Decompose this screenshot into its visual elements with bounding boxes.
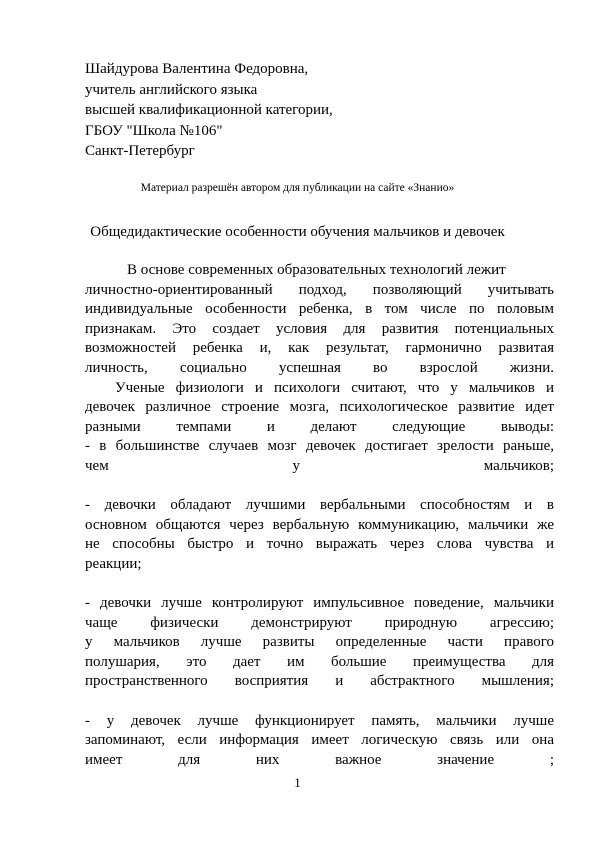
author-block — [85, 59, 333, 162]
author-qualification: высшей квалификационной категории, — [85, 102, 333, 118]
body-line: - девочки лучше контролируют импульсивное поведение, мальчики — [85, 595, 554, 612]
body-line: запоминают, если информация имеет логическую связь или она — [85, 732, 554, 749]
body-line: чем у мальчиков; — [85, 457, 554, 474]
body-line: признакам. Это создает условия для развития потенциальных — [85, 320, 554, 337]
body-line: личностно-ориентированный подход, позволяющий учитывать — [85, 281, 554, 298]
body-line: пространственного восприятия и абстрактного мышления; — [85, 673, 554, 690]
body-line: реакции; — [85, 555, 142, 572]
body-line: полушария, это дает им большие преимущества для — [85, 653, 554, 670]
paragraph-spacer — [85, 692, 554, 712]
author-position: учитель английского языка — [85, 81, 258, 98]
body-line: В основе современных образовательных технологий лежит — [127, 262, 506, 278]
document-title: Общедидактические особенности обучения мальчиков и девочек — [90, 224, 505, 240]
body-line: не способны быстро и точно выражать через слова чувства и — [85, 536, 554, 553]
body-line: Ученые физиологи и психологи считают, что у мальчиков и — [115, 379, 554, 396]
paragraph-spacer — [85, 477, 554, 497]
body-line: - в большинстве случаев мозг девочек достигает зрелости раньше, — [85, 438, 554, 455]
body-line: девочек различное строение мозга, психологическое развитие идет — [85, 399, 554, 416]
body-line: - девочки обладают лучшими вербальными способностям и в — [85, 497, 554, 514]
body-line: чаще физически демонстрируют природную агрессию; — [85, 614, 554, 631]
body-line: - у девочек лучше функционирует память, мальчики лучше — [85, 712, 554, 729]
body-text — [85, 261, 554, 770]
body-line: возможностей ребенка и, как результат, гармонично развитая — [85, 340, 554, 357]
body-line: индивидуальные особенности ребенка, в том числе по половым — [85, 301, 554, 318]
body-line: разными темпами и делают следующие выводы: — [85, 418, 554, 435]
permission-note: Материал разрешён автором для публикации на сайте «Знанио» — [140, 182, 455, 194]
paragraph-spacer — [85, 575, 554, 595]
body-line: у мальчиков лучше развиты определенные части правого — [85, 634, 554, 651]
author-name: Шайдурова Валентина Федоровна, — [85, 61, 309, 77]
author-school: ГБОУ "Школа №106" — [85, 122, 223, 139]
body-line: личность, социально успешная во взрослой жизни. — [85, 359, 554, 376]
body-line: имеет для них важное значение ; — [85, 751, 554, 768]
body-line: основном общаются через вербальную коммуникацию, мальчики же — [85, 516, 554, 533]
author-city: Санкт-Петербург — [85, 143, 195, 159]
page-number: 1 — [294, 775, 301, 790]
